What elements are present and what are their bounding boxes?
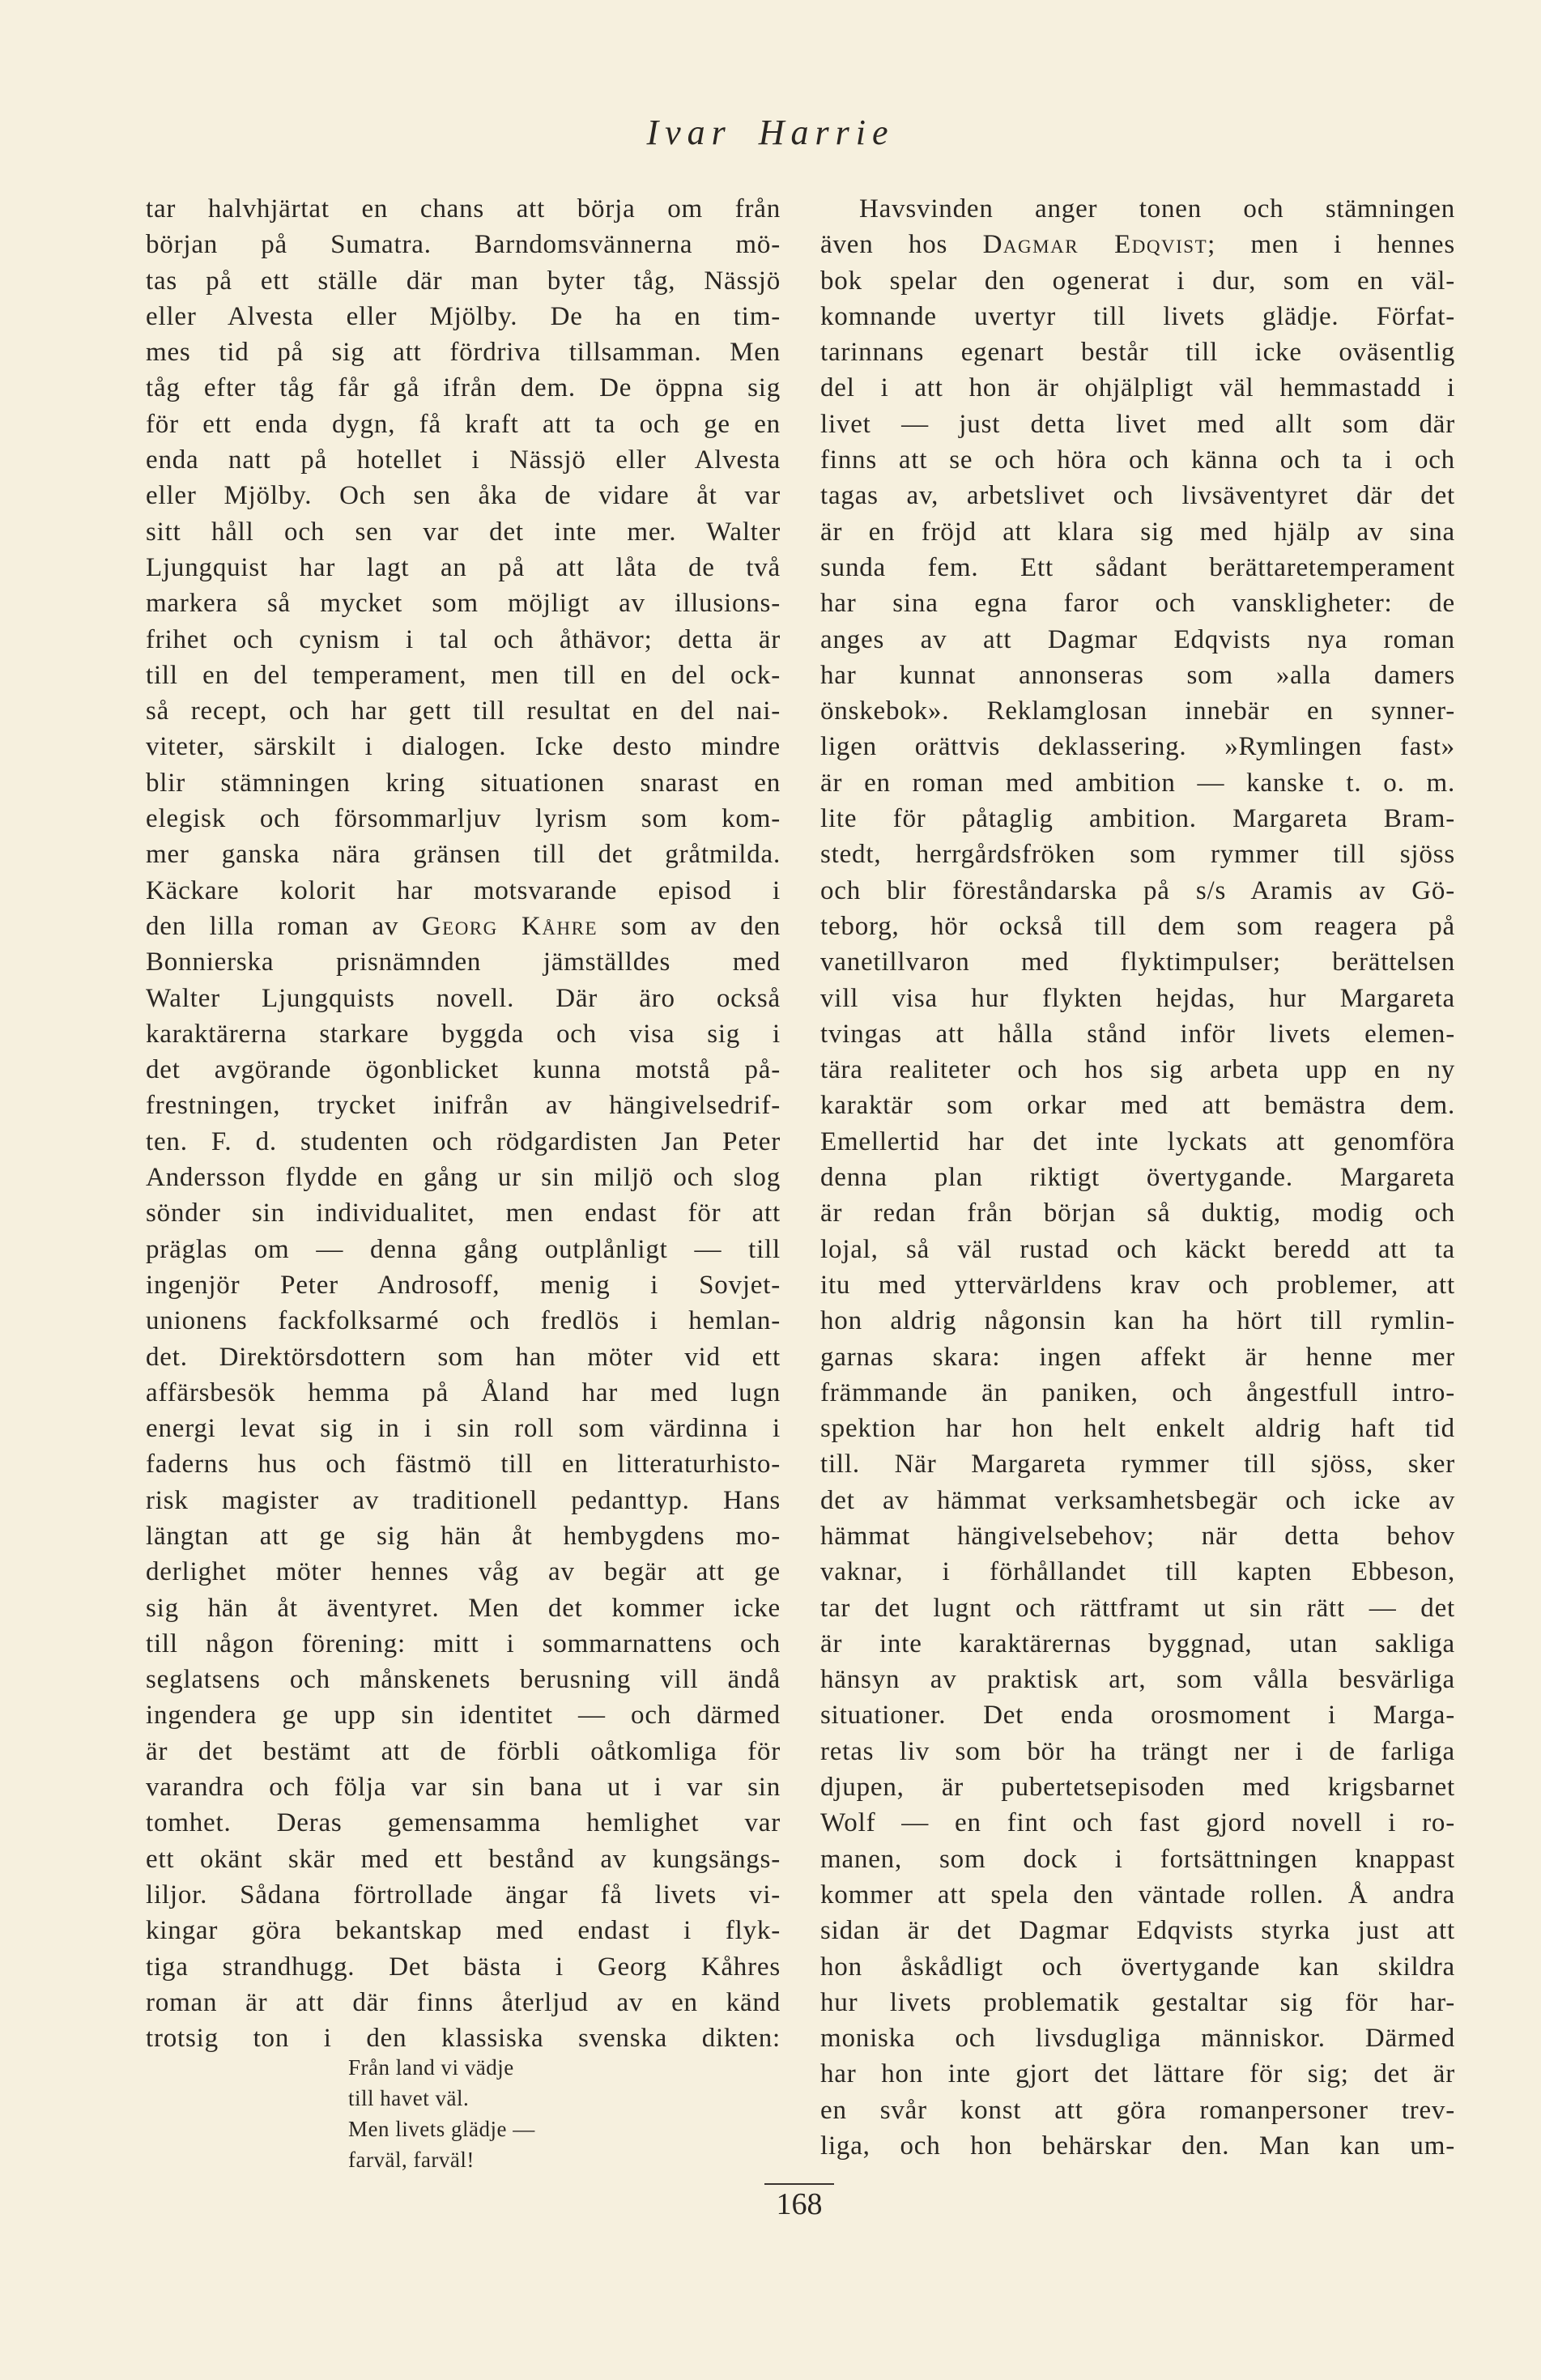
- text-segment: ; men i hennes: [1207, 230, 1455, 260]
- text-line: och blir föreståndarska på s/s Aramis av Gö-: [820, 875, 1455, 905]
- text-line: ingenjör Peter Androsoff, menig i Sovjet-: [146, 1270, 781, 1300]
- text-line: lojal, så väl rustad och käckt beredd att ta: [820, 1234, 1455, 1264]
- text-line: det avgörande ögonblicket kunna motstå på-: [146, 1055, 781, 1085]
- text-line: önskebok». Reklamglosan innebär en synner-: [820, 696, 1455, 726]
- page-number: 168: [776, 2187, 823, 2221]
- text-line: en svår konst att göra romanpersoner trev-: [820, 2095, 1455, 2125]
- text-line: det av hämmat verksamhetsbegär och icke av: [820, 1485, 1455, 1515]
- poem-line: Från land vi vädje: [348, 2055, 514, 2080]
- text-line: Ljungquist har lagt an på att låta de två: [146, 552, 781, 582]
- text-line: trotsig ton i den klassiska svenska dikten:: [146, 2024, 781, 2054]
- text-line: sitt håll och sen var det inte mer. Walter: [146, 517, 781, 547]
- text-line: vanetillvaron med flyktimpulser; berättelsen: [820, 947, 1455, 977]
- text-segment: den lilla roman av: [146, 911, 422, 941]
- text-line: ingendera ge upp sin identitet — och därmed: [146, 1701, 781, 1731]
- text-line: så recept, och har gett till resultat en del nai-: [146, 696, 781, 726]
- text-line: moniska och livsdugliga människor. Därmed: [820, 2024, 1455, 2054]
- running-title: Ivar Harrie: [646, 113, 895, 152]
- poem-line: Men livets glädje —: [348, 2117, 535, 2141]
- text-line: det. Direktörsdottern som han möter vid ett: [146, 1342, 781, 1372]
- text-line: eller Mjölby. Och sen åka de vidare åt var: [146, 481, 781, 511]
- text-line: itu med yttervärldens krav och problemer, att: [820, 1270, 1455, 1300]
- text-line: mes tid på sig att fördriva tillsamman. Men: [146, 338, 781, 368]
- text-line: Andersson flydde en gång ur sin miljö och slog: [146, 1163, 781, 1193]
- text-line: är redan från början så duktig, modig och: [820, 1199, 1455, 1228]
- text-line: hon åskådligt och övertygande kan skildra: [820, 1952, 1455, 1982]
- text-line: tar det lugnt och rättframt ut sin rätt — det: [820, 1593, 1455, 1623]
- text-line: anges av att Dagmar Edqvists nya roman: [820, 624, 1455, 654]
- text-line: sidan är det Dagmar Edqvists styrka just att: [820, 1916, 1455, 1946]
- poem-line: farväl, farväl!: [348, 2148, 475, 2172]
- text-line: enda natt på hotellet i Nässjö eller Alvesta: [146, 445, 781, 475]
- text-line: är inte karaktärernas byggnad, utan sakliga: [820, 1629, 1455, 1658]
- text-line: kommer att spela den väntade rollen. Å andra: [820, 1880, 1455, 1910]
- poem-line: till havet väl.: [348, 2086, 470, 2110]
- author-name: Dagmar Edqvist: [982, 230, 1208, 260]
- text-line: är en roman med ambition — kanske t. o. m.: [820, 768, 1455, 798]
- text-line: tar halvhjärtat en chans att börja om från: [146, 194, 781, 224]
- text-line: är en fröjd att klara sig med hjälp av sina: [820, 517, 1455, 547]
- text-line: är det bestämt att de förbli oåtkomliga för: [146, 1736, 781, 1766]
- text-line: Walter Ljungquists novell. Där äro också: [146, 983, 781, 1013]
- text-line: har sina egna faror och vanskligheter: de: [820, 589, 1455, 619]
- text-line: denna plan riktigt övertygande. Margareta: [820, 1163, 1455, 1193]
- text-line: tagas av, arbetslivet och livsäventyret där det: [820, 481, 1455, 511]
- text-line: sunda fem. Ett sådant berättaretemperament: [820, 552, 1455, 582]
- text-line: livet — just detta livet med allt som där: [820, 409, 1455, 439]
- text-line: lite för påtaglig ambition. Margareta Bram-: [820, 804, 1455, 834]
- text-line: liljor. Sådana förtrollade ängar få livets vi-: [146, 1880, 781, 1910]
- text-line: retas liv som bör ha trängt ner i de farliga: [820, 1736, 1455, 1766]
- text-line: hämmat hängivelsebehov; när detta behov: [820, 1521, 1455, 1551]
- text-line: manen, som dock i fortsättningen knappast: [820, 1844, 1455, 1874]
- text-line: [146, 909, 781, 944]
- text-line: spektion har hon helt enkelt aldrig haft tid: [820, 1414, 1455, 1444]
- text-line: viteter, särskilt i dialogen. Icke desto mindre: [146, 732, 781, 762]
- text-segment: som av den: [598, 911, 781, 941]
- text-line: roman är att där finns återljud av en känd: [146, 1987, 781, 2017]
- text-line: för ett enda dygn, få kraft att ta och ge en: [146, 409, 781, 439]
- text-line: tarinnans egenart består till icke oväsentlig: [820, 338, 1455, 368]
- text-line: tas på ett ställe där man byter tåg, Nässjö: [146, 266, 781, 296]
- text-line: vaknar, i förhållandet till kapten Ebbeson,: [820, 1557, 1455, 1587]
- text-line: hur livets problematik gestaltar sig för har-: [820, 1987, 1455, 2017]
- text-line: bok spelar den ogenerat i dur, som en väl-: [820, 266, 1455, 296]
- text-line: till. När Margareta rymmer till sjöss, sker: [820, 1450, 1455, 1480]
- text-line: faderns hus och fästmö till en litteraturhisto-: [146, 1450, 781, 1480]
- text-line: finns att se och höra och känna och ta i och: [820, 445, 1455, 475]
- text-line: affärsbesök hemma på Åland har med lugn: [146, 1377, 781, 1407]
- text-line: tåg efter tåg får gå ifrån dem. De öppna sig: [146, 373, 781, 403]
- text-line: eller Alvesta eller Mjölby. De ha en tim-: [146, 301, 781, 331]
- text-line: sig hän åt äventyret. Men det kommer icke: [146, 1593, 781, 1623]
- text-line: till en del temperament, men till en del ock-: [146, 660, 781, 690]
- text-line: ten. F. d. studenten och rödgardisten Jan Peter: [146, 1126, 781, 1156]
- text-line: hänsyn av praktisk art, som vålla besvärliga: [820, 1665, 1455, 1695]
- text-line: tomhet. Deras gemensamma hemlighet var: [146, 1808, 781, 1838]
- text-line: början på Sumatra. Barndomsvännerna mö-: [146, 230, 781, 260]
- text-line: har kunnat annonseras som »alla damers: [820, 660, 1455, 690]
- text-line: komnande uvertyr till livets glädje. Förfat-: [820, 301, 1455, 331]
- text-line: karaktär som orkar med att bemästra dem.: [820, 1091, 1455, 1121]
- text-line: karaktärerna starkare byggda och visa sig i: [146, 1019, 781, 1049]
- text-line: ligen orättvis deklassering. »Rymlingen fast»: [820, 732, 1455, 762]
- text-line: Käckare kolorit har motsvarande episod i: [146, 875, 781, 905]
- text-line: Emellertid har det inte lyckats att genomföra: [820, 1126, 1455, 1156]
- text-line: unionens fackfolksarmé och fredlös i hemlan-: [146, 1306, 781, 1336]
- text-line: stedt, herrgårdsfröken som rymmer till sjöss: [820, 840, 1455, 870]
- text-line: markera så mycket som möjligt av illusions-: [146, 589, 781, 619]
- text-line: Bonnierska prisnämnden jämställdes med: [146, 947, 781, 977]
- right-column: [820, 191, 1455, 2164]
- text-line: vill visa hur flykten hejdas, hur Margareta: [820, 983, 1455, 1013]
- text-segment: även hos: [820, 230, 983, 260]
- text-line: liga, och hon behärskar den. Man kan um-: [820, 2131, 1455, 2161]
- text-line: tvingas att hålla stånd inför livets elemen-: [820, 1019, 1455, 1049]
- text-line: risk magister av traditionell pedanttyp. Hans: [146, 1485, 781, 1515]
- text-line: främmande än paniken, och ångestfull intro-: [820, 1377, 1455, 1407]
- text-line: mer ganska nära gränsen till det gråtmilda.: [146, 840, 781, 870]
- text-line: [820, 227, 1455, 262]
- text-line: har hon inte gjort det lättare för sig; det är: [820, 2059, 1455, 2089]
- text-line: ett okänt skär med ett bestånd av kungsängs-: [146, 1844, 781, 1874]
- text-line: blir stämningen kring situationen snarast en: [146, 768, 781, 798]
- author-name: Georg Kåhre: [421, 911, 598, 941]
- text-line: hon aldrig någonsin kan ha hört till rymlin-: [820, 1306, 1455, 1336]
- text-line: teborg, hör också till dem som reagera på: [820, 911, 1455, 941]
- text-line: frestningen, trycket inifrån av hängivelsedrif-: [146, 1091, 781, 1121]
- text-line: frihet och cynism i tal och åthävor; detta är: [146, 624, 781, 654]
- text-line: till någon förening: mitt i sommarnattens och: [146, 1629, 781, 1658]
- text-line: derlighet möter hennes våg av begär att ge: [146, 1557, 781, 1587]
- page-number-rule: [764, 2183, 834, 2185]
- text-line: Havsvinden anger tonen och stämningen: [859, 194, 1455, 224]
- text-line: del i att hon är ohjälpligt väl hemmastadd i: [820, 373, 1455, 403]
- text-line: kingar göra bekantskap med endast i flyk-: [146, 1916, 781, 1946]
- text-line: elegisk och försommarljuv lyrism som kom-: [146, 804, 781, 834]
- text-line: seglatsens och månskenets berusning vill ändå: [146, 1665, 781, 1695]
- text-line: varandra och följa var sin bana ut i var sin: [146, 1773, 781, 1803]
- left-column: [146, 191, 781, 2056]
- text-line: energi levat sig in i sin roll som värdinna i: [146, 1414, 781, 1444]
- text-line: präglas om — denna gång outplånligt — till: [146, 1234, 781, 1264]
- poem-quote: [348, 2052, 535, 2175]
- text-line: sönder sin individualitet, men endast för att: [146, 1199, 781, 1228]
- text-line: tiga strandhugg. Det bästa i Georg Kåhres: [146, 1952, 781, 1982]
- text-line: Wolf — en fint och fast gjord novell i ro-: [820, 1808, 1455, 1838]
- text-line: situationer. Det enda orosmoment i Marga-: [820, 1701, 1455, 1731]
- text-line: längtan att ge sig hän åt hembygdens mo-: [146, 1521, 781, 1551]
- text-line: tära realiteter och hos sig arbeta upp en ny: [820, 1055, 1455, 1085]
- text-line: djupen, är pubertetsepisoden med krigsbarnet: [820, 1773, 1455, 1803]
- text-line: garnas skara: ingen affekt är henne mer: [820, 1342, 1455, 1372]
